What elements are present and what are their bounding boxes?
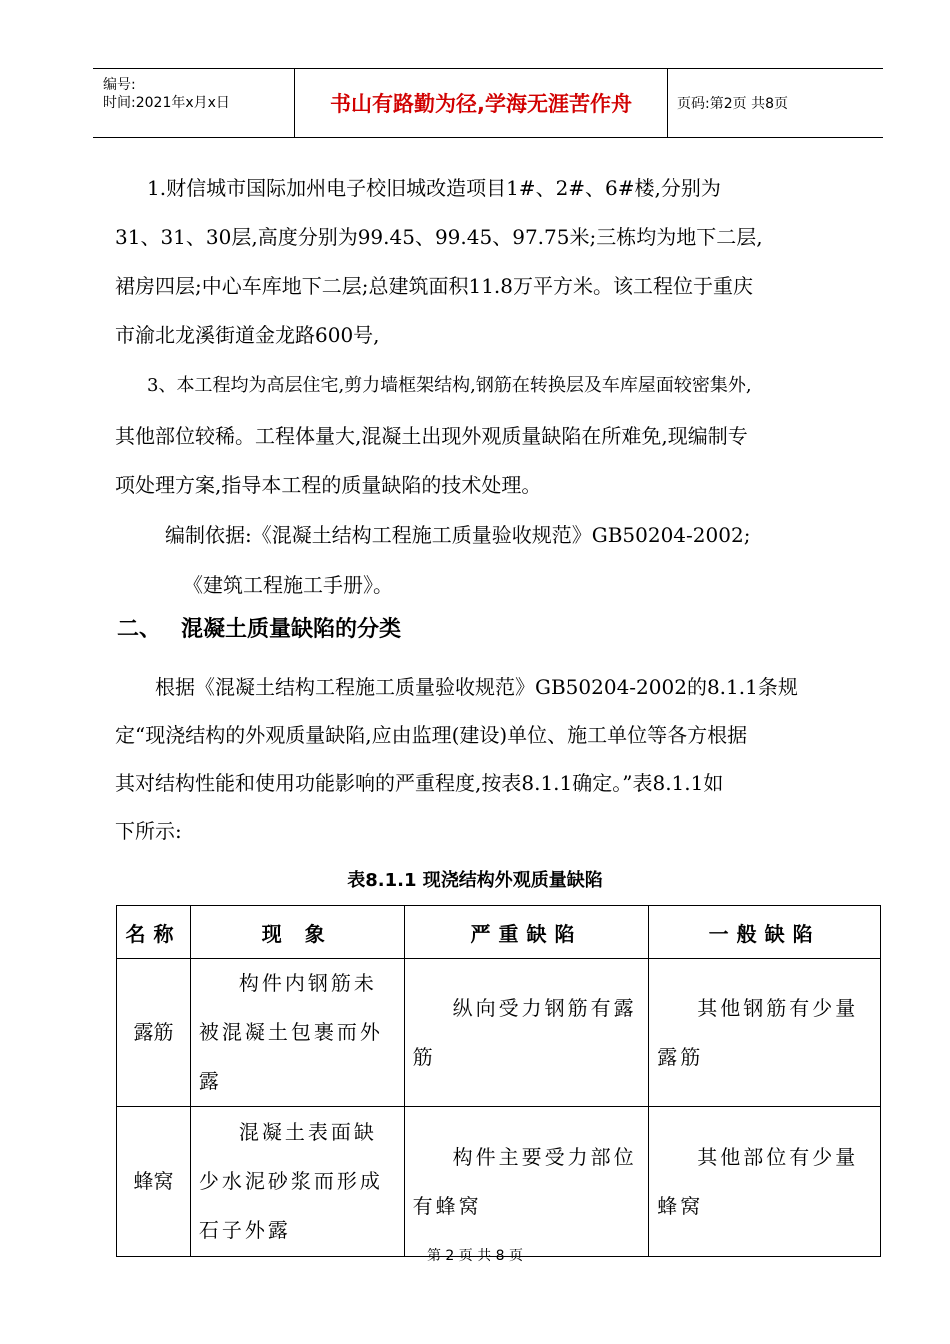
row-serious: 构件主要受力部位有蜂窝	[404, 1107, 649, 1257]
page-header	[93, 68, 883, 138]
basis-line-2: 《建筑工程施工手册》。	[183, 573, 393, 597]
document-time: 时间:2021年x月x日	[103, 95, 230, 111]
header-general: 一般缺陷	[649, 906, 881, 959]
row-name: 露筋	[117, 959, 191, 1107]
table-row	[117, 959, 881, 1107]
paragraph-1-line-2: 31、31、30层,高度分别为99.45、99.45、97.75米;三栋均为地下二层,	[115, 225, 763, 249]
header-serious: 严重缺陷	[404, 906, 649, 959]
page-footer: 第 2 页 共 8 页	[426, 1248, 524, 1264]
header-page-info: 页码:第2页 共8页	[677, 96, 788, 112]
paragraph-4-line-3: 其对结构性能和使用功能影响的严重程度,按表8.1.1确定。”表8.1.1如	[115, 771, 724, 795]
table-caption: 表8.1.1 现浇结构外观质量缺陷	[347, 870, 603, 891]
paragraph-4-line-2: 定“现浇结构的外观质量缺陷,应由监理(建设)单位、施工单位等各方根据	[115, 723, 748, 747]
section-heading	[117, 612, 401, 643]
document-number-label: 编号:	[103, 77, 136, 93]
header-name: 名称	[117, 906, 191, 959]
paragraph-1-line-3: 裙房四层;中心车库地下二层;总建筑面积11.8万平方米。该工程位于重庆	[115, 274, 754, 298]
defect-table	[116, 905, 881, 1257]
table-header-row	[117, 906, 881, 959]
row-serious: 纵向受力钢筋有露筋	[404, 959, 649, 1107]
header-meta	[93, 69, 295, 137]
row-name: 蜂窝	[117, 1107, 191, 1257]
basis-line-1: 编制依据:《混凝土结构工程施工质量验收规范》GB50204-2002;	[165, 523, 751, 547]
table-row	[117, 1107, 881, 1257]
header-motto: 书山有路勤为径,学海无涯苦作舟	[295, 69, 668, 137]
section-title: 混凝土质量缺陷的分类	[181, 617, 402, 642]
paragraph-3-line-3: 项处理方案,指导本工程的质量缺陷的技术处理。	[115, 473, 542, 497]
paragraph-4-line-1: 根据《混凝土结构工程施工质量验收规范》GB50204-2002的8.1.1条规	[155, 675, 798, 699]
row-phenomenon: 构件内钢筋未被混凝土包裹而外露	[190, 959, 404, 1107]
row-general: 其他钢筋有少量露筋	[649, 959, 881, 1107]
paragraph-1-line-4: 市渝北龙溪街道金龙路600号,	[115, 323, 380, 347]
paragraph-1-line-1: 1.财信城市国际加州电子校旧城改造项目1#、2#、6#楼,分别为	[147, 176, 721, 200]
paragraph-3-line-1: 3、本工程均为高层住宅,剪力墙框架结构,钢筋在转换层及车库屋面较密集外,	[147, 375, 752, 396]
header-phenomenon: 现 象	[190, 906, 404, 959]
section-number: 二、	[117, 617, 162, 642]
row-phenomenon: 混凝土表面缺少水泥砂浆而形成石子外露	[190, 1107, 404, 1257]
paragraph-4-line-4: 下所示:	[115, 819, 182, 843]
row-general: 其他部位有少量蜂窝	[649, 1107, 881, 1257]
paragraph-3-line-2: 其他部位较稀。工程体量大,混凝土出现外观质量缺陷在所难免,现编制专	[115, 424, 748, 448]
